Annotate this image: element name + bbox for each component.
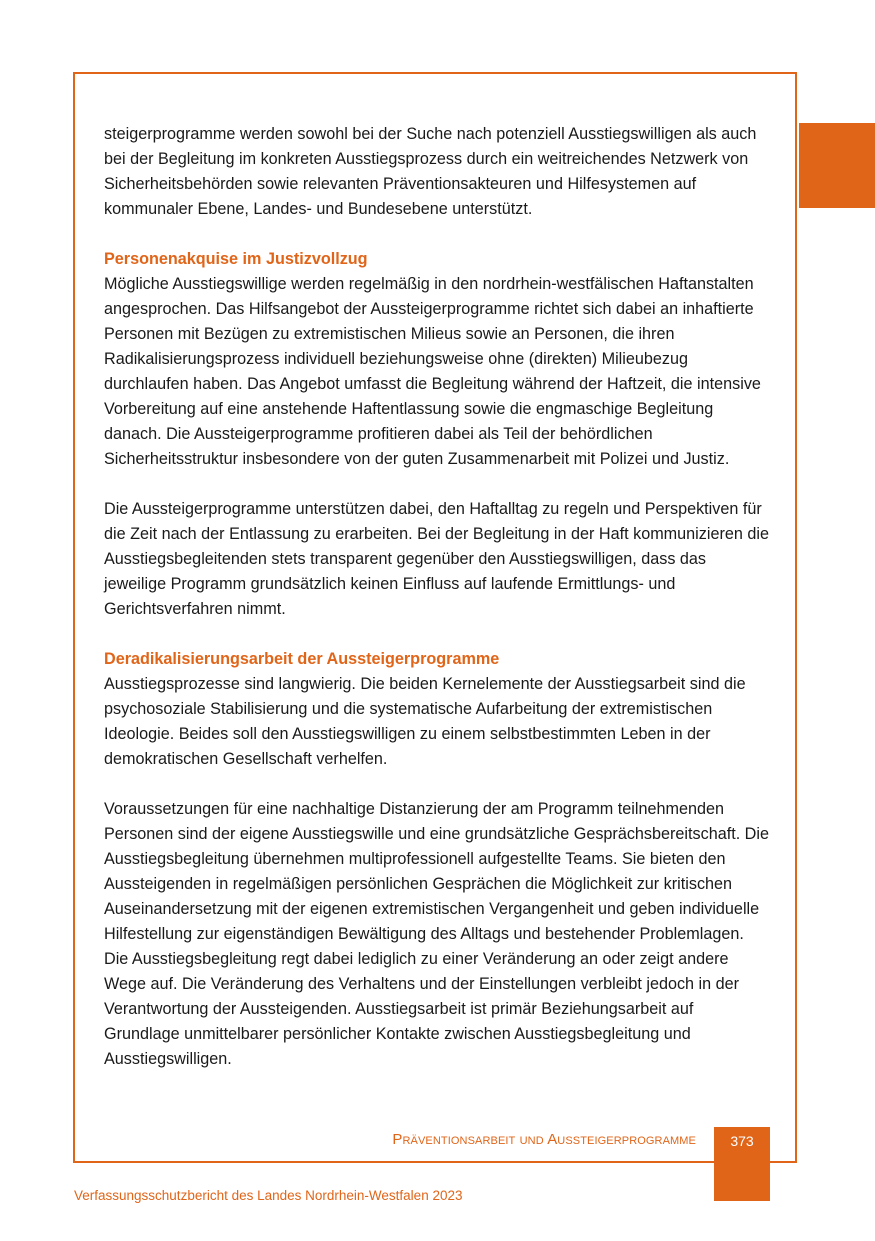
section1-paragraph-1: Mögliche Ausstiegswillige werden regelmäßig in den nordrhein-westfälischen Haftanstalten angesprochen. Das Hilfsangebot der Aussteigerprogramme richtet sich dabei an inhaftierte Personen mit Bezügen zu extremistischen Milieus sowie an Personen, die ihren Radikalisierungsprozess individuell beziehungsweise ohne (direkten) Milieubezug durchlaufen haben. Das Angebot umfasst die Begleitung während der Haftzeit, die intensive Vorbereitung auf eine anstehende Haftentlassung sowie die engmaschige Begleitung danach. Die Aussteigerprogramme profitieren dabei als Teil der behördlichen Sicherheitsstruktur insbesondere von der guten Zusammenarbeit mit Polizei und Justiz.: [104, 275, 761, 468]
section-heading-personenakquise: Personenakquise im Justizvollzug: [104, 250, 368, 268]
section2-paragraph-2: Voraussetzungen für eine nachhaltige Distanzierung der am Programm teilnehmenden Personen sind der eigene Ausstiegswille und eine grundsätzliche Gesprächsbereitschaft. Die Ausstiegsbegleitung übernehmen multiprofessionell aufgestellte Teams. Sie bieten den Aussteigenden in regelmäßigen persönlichen Gesprächen die Möglichkeit zur kritischen Auseinandersetzung mit der eigenen extremistischen Vergangenheit und geben individuelle Hilfestellung zur eigenständigen Bewältigung des Alltags und bestehender Problemlagen. Die Ausstiegsbegleitung regt dabei lediglich zu einer Veränderung an oder zeigt andere Wege auf. Die Veränderung des Verhaltens und der Einstellungen verbleibt jedoch in der Verantwortung der Aussteigenden. Ausstiegsarbeit ist primär Beziehungsarbeit auf Grundlage unmittelbarer persönlicher Kontakte zwischen Ausstiegsbegleitung und Ausstiegswilligen.: [104, 800, 769, 1068]
report-title: Verfassungsschutzbericht des Landes Nordrhein-Westfalen 2023: [74, 1188, 463, 1203]
main-content: [104, 122, 772, 1097]
page-number: 373: [730, 1133, 754, 1149]
section1-paragraph-2: Die Aussteigerprogramme unterstützen dabei, den Haftalltag zu regeln und Perspektiven für die Zeit nach der Entlassung zu erarbeiten. Bei der Begleitung in der Haft kommunizieren die Ausstiegsbegleitenden stets transparent gegenüber den Ausstiegswilligen, dass das jeweilige Programm grundsätzlich keinen Einfluss auf laufende Ermittlungs- und Gerichtsverfahren nimmt.: [104, 500, 769, 618]
page-number-box: [714, 1127, 770, 1201]
section2-paragraph-1: Ausstiegsprozesse sind langwierig. Die beiden Kernelemente der Ausstiegsarbeit sind die psychosoziale Stabilisierung und die systematische Aufarbeitung der extremistischen Ideologie. Beides soll den Ausstiegswilligen zu einem selbstbestimmten Leben in der demokratischen Gesellschaft verhelfen.: [104, 675, 746, 768]
section-heading-deradikalisierung: Deradikalisierungsarbeit der Aussteigerprogramme: [104, 650, 500, 668]
chapter-tab: [799, 123, 875, 208]
running-footer-section-title: Präventionsarbeit und Aussteigerprogramme: [392, 1131, 696, 1148]
intro-paragraph: steigerprogramme werden sowohl bei der Suche nach potenziell Ausstiegswilligen als auch bei der Begleitung im konkreten Ausstiegsprozess durch ein weitreichendes Netzwerk von Sicherheitsbehörden sowie relevanten Präventionsakteuren und Hilfesystemen auf kommunaler Ebene, Landes- und Bundesebene unterstützt.: [104, 125, 757, 218]
